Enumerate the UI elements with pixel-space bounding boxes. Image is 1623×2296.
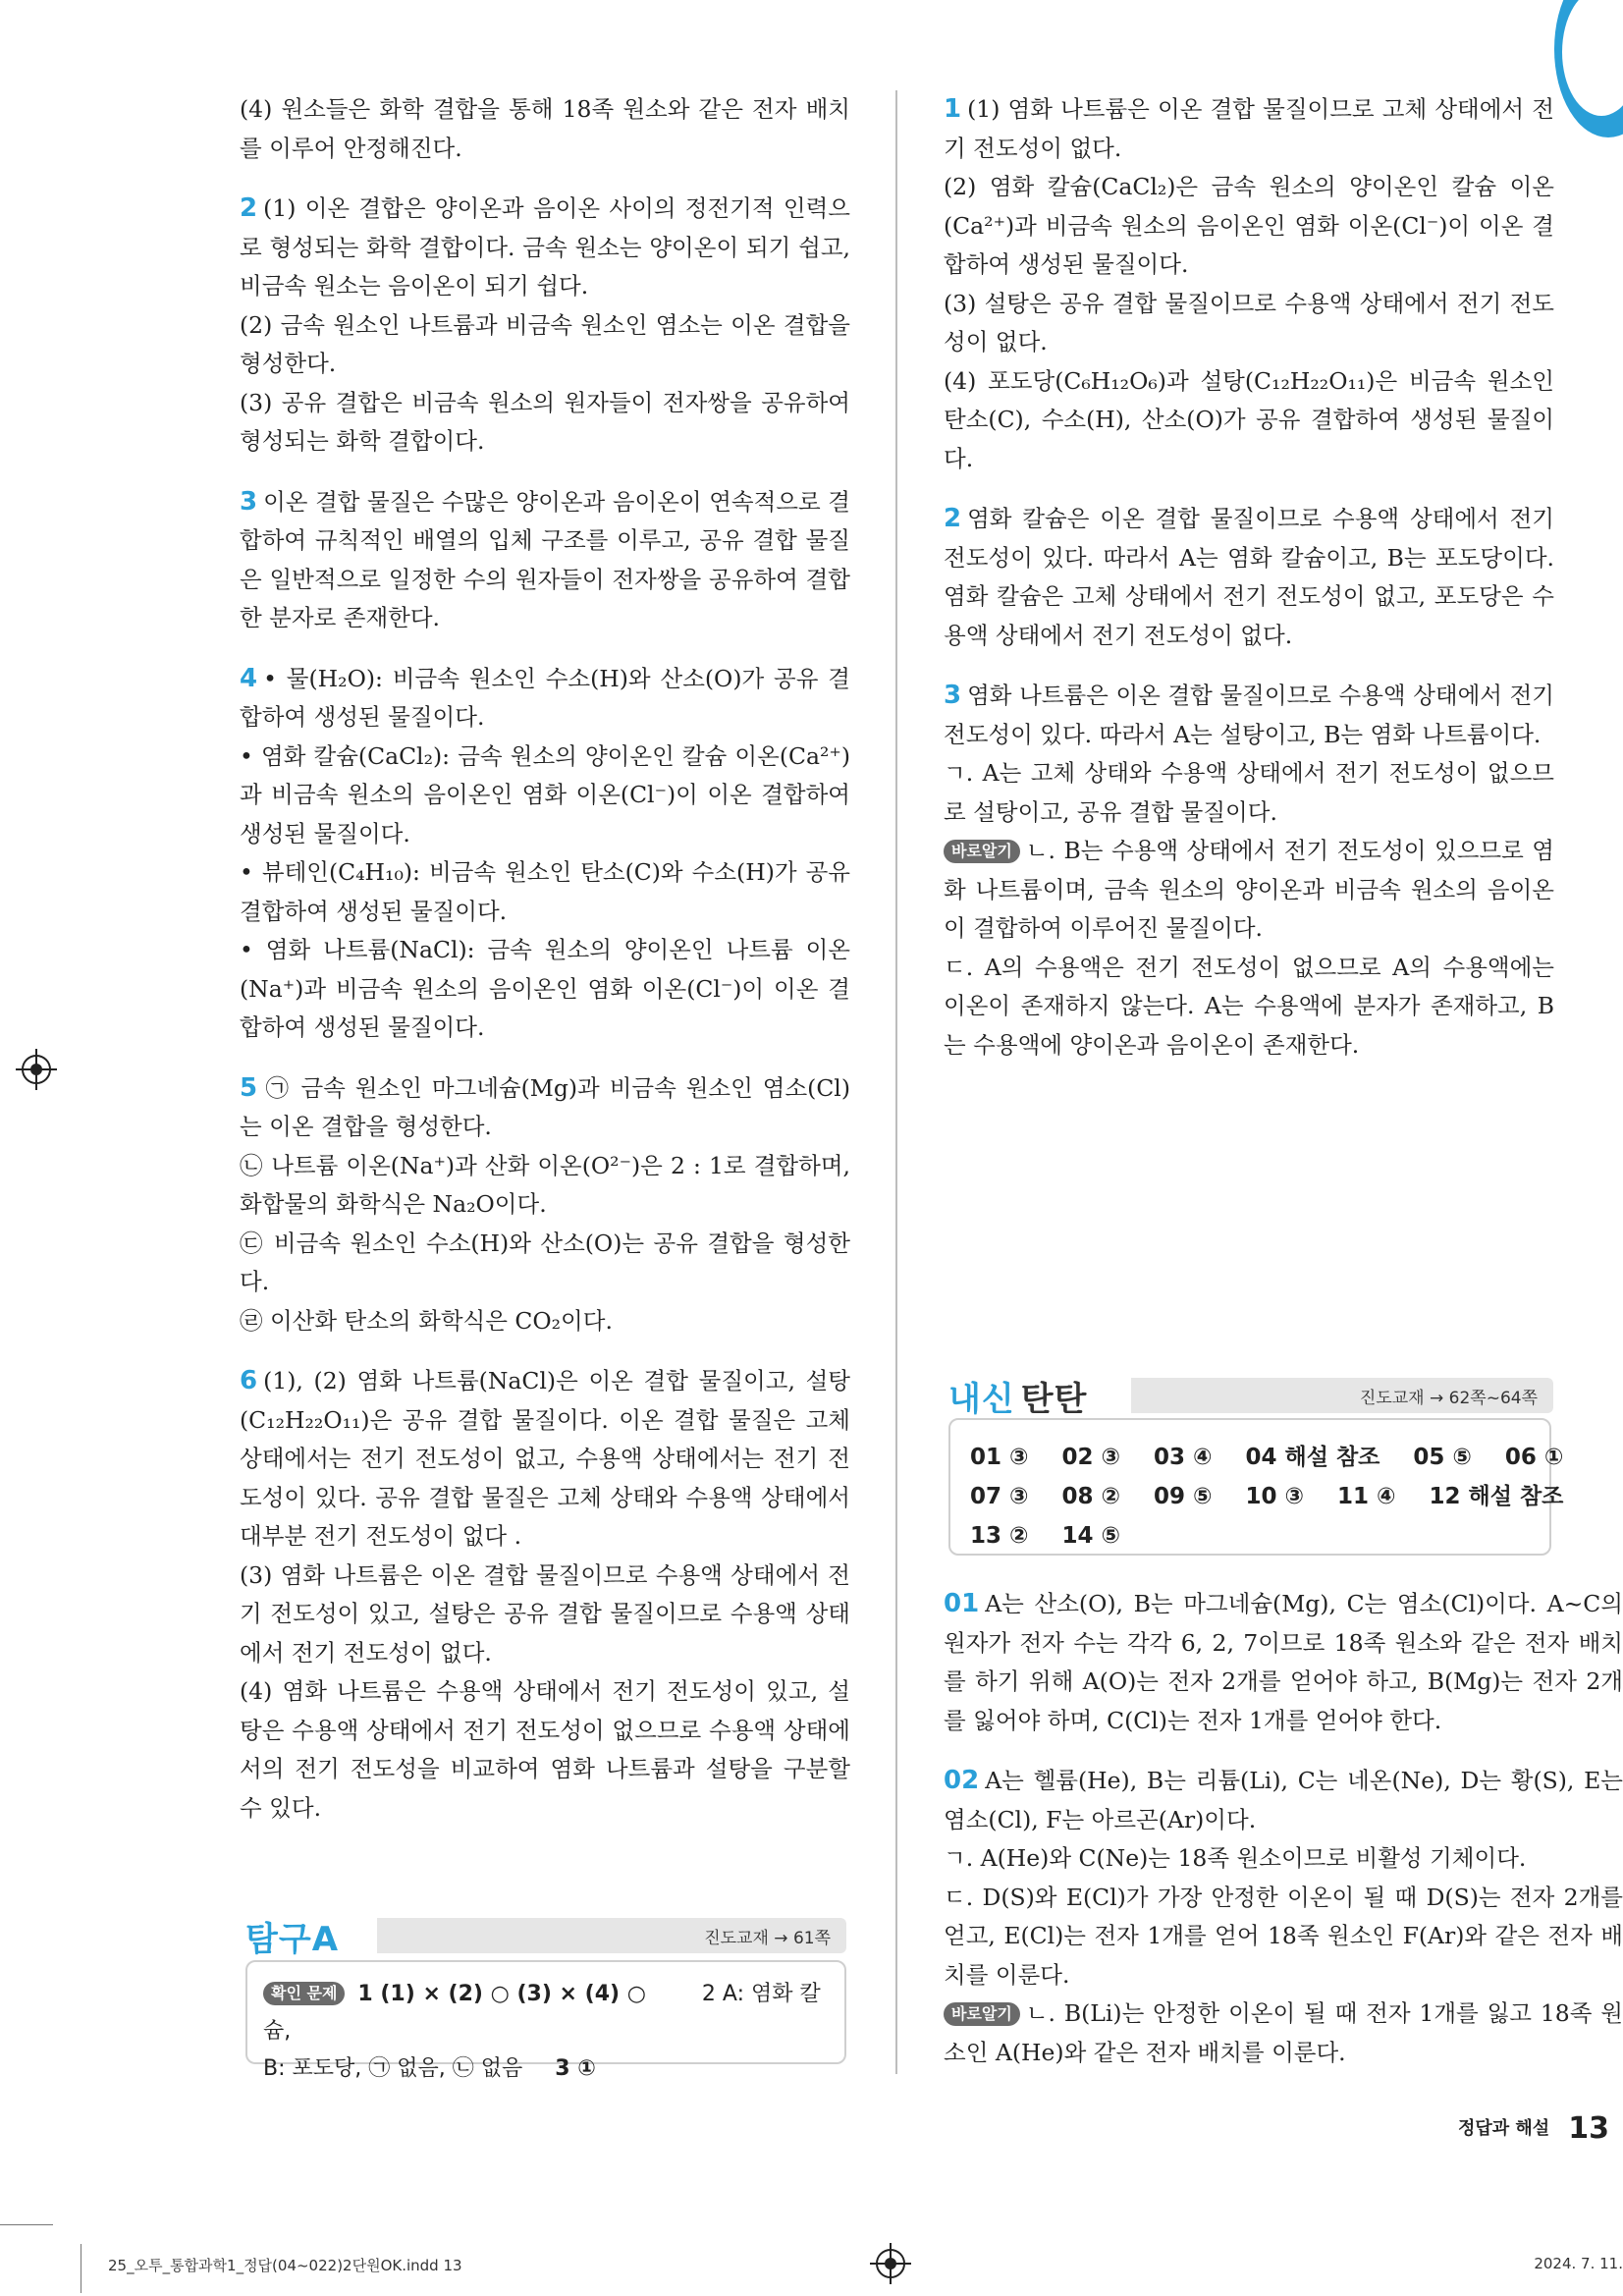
answer-text: A는 산소(O), B는 마그네슘(Mg), C는 염소(Cl)이다. A~C의 원자가 전자 수는 각각 6, 2, 7이므로 18족 원소와 같은 전자 배치를 하기 위해 A(O)는 전자 2개를 얻어야 하고, B(Mg)는 전자 2개를 잃어야 하며, C(Cl)는 전자 1개를 얻어야 한다. bbox=[944, 1590, 1623, 1734]
answer-text: (4) 포도당(C₆H₁₂O₆)과 설탕(C₁₂H₂₂O₁₁)은 비금속 원소인 탄소(C), 수소(H), 산소(O)가 공유 결합하여 생성된 물질이다. bbox=[944, 366, 1554, 472]
tamgu-line1: 1 (1) × (2) ○ (3) × (4) ○ bbox=[357, 1982, 646, 2006]
answer-line bbox=[944, 1879, 1623, 1995]
answer-line bbox=[944, 168, 1554, 285]
answer-block bbox=[944, 90, 1554, 478]
question-number: 1 bbox=[944, 94, 962, 124]
answer-text: • 물(H₂O): 비금속 원소인 수소(H)와 산소(O)가 공유 결합하여 생성된 물질이다. bbox=[240, 664, 850, 731]
tamgu-title: 탐구A bbox=[245, 1919, 340, 1959]
chapter-tab bbox=[1554, 0, 1623, 137]
answer-line bbox=[944, 285, 1554, 362]
answer-key: 06 ① bbox=[1504, 1445, 1564, 1470]
answer-text: (3) 설탕은 공유 결합 물질이므로 수용액 상태에서 전기 전도성이 없다. bbox=[944, 289, 1554, 355]
answer-text: 염화 칼슘은 이온 결합 물질이므로 수용액 상태에서 전기 전도성이 있다. 따라서 A는 염화 칼슘이고, B는 포도당이다. 염화 칼슘은 고체 상태에서 전기 전도성이 없고, 포도당은 수용액 상태에서 전기 전도성이 없다. bbox=[944, 505, 1554, 649]
answer-text: ㉢ 비금속 원소인 수소(H)와 산소(O)는 공유 결합을 형성한다. bbox=[240, 1229, 850, 1295]
question-number: 3 bbox=[240, 486, 258, 517]
answer-row bbox=[970, 1477, 1564, 1516]
answer-line bbox=[944, 1839, 1623, 1879]
naesin-answers bbox=[948, 1418, 1564, 1556]
question-number: 4 bbox=[240, 663, 258, 693]
tamgu-line2: B: 포도당, ㉠ 없음, ㉡ 없음 bbox=[263, 2056, 523, 2081]
answer-text: (3) 염화 나트륨은 이온 결합 물질이므로 수용액 상태에서 전기 전도성이 있고, 설탕은 공유 결합 물질이므로 수용액 상태에서 전기 전도성이 없다. bbox=[240, 1560, 850, 1667]
answer-key: 10 ③ bbox=[1245, 1484, 1304, 1509]
answer-line bbox=[240, 90, 850, 168]
answer-line bbox=[944, 90, 1554, 168]
answer-text: ㉠ 금속 원소인 마그네슘(Mg)과 비금속 원소인 염소(Cl)는 이온 결합을 형성한다. bbox=[240, 1073, 850, 1140]
page-footer bbox=[1458, 2111, 1609, 2146]
answer-line bbox=[240, 1147, 850, 1225]
question-number: 2 bbox=[240, 193, 258, 223]
answer-line bbox=[240, 853, 850, 931]
confirm-tag: 확인 문제 bbox=[263, 1982, 345, 2005]
left-column bbox=[240, 90, 850, 1849]
answer-text: ㄴ. B는 수용액 상태에서 전기 전도성이 있으므로 염화 나트륨이며, 금속 원소의 양이온과 비금속 원소의 음이온이 결합하여 이루어진 물질이다. bbox=[944, 837, 1554, 942]
answer-line bbox=[944, 677, 1554, 754]
answer-key: 09 ⑤ bbox=[1154, 1484, 1213, 1509]
answer-line bbox=[240, 190, 850, 306]
answer-line bbox=[944, 832, 1554, 949]
answer-text: (2) 금속 원소인 나트륨과 비금속 원소인 염소는 이온 결합을 형성한다. bbox=[240, 310, 850, 377]
file-name: 25_오투_통합과학1_정답(04~022)2단원OK.indd 13 bbox=[108, 2257, 462, 2274]
answer-line bbox=[944, 500, 1554, 655]
answer-line bbox=[240, 1557, 850, 1673]
answer-row bbox=[970, 1516, 1530, 1556]
answer-text: (2) 염화 칼슘(CaCl₂)은 금속 원소의 양이온인 칼슘 이온(Ca²⁺)과 비금속 원소의 음이온인 염화 이온(Cl⁻)이 이온 결합하여 생성된 물질이다. bbox=[944, 173, 1554, 278]
print-date: 2024. 7. 11. bbox=[1534, 2255, 1623, 2272]
footer-label: 정답과 해설 bbox=[1457, 2118, 1550, 2139]
naesin-title: 내신 탄탄 bbox=[948, 1379, 1088, 1419]
answer-line bbox=[240, 483, 850, 638]
answer-text: ㄷ. A의 수용액은 전기 전도성이 없으므로 A의 수용액에는 이온이 존재하지 않는다. A는 수용액에 분자가 존재하고, B는 수용액에 양이온과 음이온이 존재한다. bbox=[944, 953, 1554, 1059]
answer-text: (4) 염화 나트륨은 수용액 상태에서 전기 전도성이 있고, 설탕은 수용액 상태에서 전기 전도성이 없으므로 수용액 상태에서의 전기 전도성을 비교하여 염화 나트륨과 설탕을 구분할 수 있다. bbox=[240, 1677, 850, 1822]
registration-mark-left bbox=[22, 1055, 51, 1084]
answer-line bbox=[240, 738, 850, 854]
answer-line bbox=[944, 362, 1554, 479]
crop-mark bbox=[0, 2224, 53, 2225]
naesin-ref: 진도교재 → 62쪽~64쪽 bbox=[1359, 1388, 1538, 1408]
answer-line bbox=[240, 1362, 850, 1557]
answer-text: 이온 결합 물질은 수많은 양이온과 음이온이 연속적으로 결합하여 규칙적인 배열의 입체 구조를 이루고, 공유 결합 물질은 일반적으로 일정한 수의 원자들이 전자쌍을 공유하여 결합한 분자로 존재한다. bbox=[240, 487, 850, 631]
right-column bbox=[944, 90, 1554, 1086]
answer-line bbox=[240, 1672, 850, 1828]
tamgu-line1b: 2 A: 염화 칼슘, bbox=[263, 1982, 821, 2044]
answer-text: ㄷ. D(S)와 E(Cl)가 가장 안정한 이온이 될 때 D(S)는 전자 2개를 얻고, E(Cl)는 전자 1개를 얻어 18족 원소인 F(Ar)와 같은 전자 배치를 이룬다. bbox=[944, 1883, 1623, 1989]
answer-row bbox=[970, 1438, 1564, 1477]
answer-block bbox=[944, 677, 1554, 1065]
answer-block bbox=[240, 1069, 850, 1341]
answer-text: (4) 원소들은 화학 결합을 통해 18족 원소와 같은 전자 배치를 이루어 안정해진다. bbox=[240, 95, 850, 162]
answer-key: 04 해설 참조 bbox=[1245, 1445, 1380, 1470]
question-number: 3 bbox=[944, 681, 962, 710]
answer-key: 12 해설 참조 bbox=[1429, 1484, 1564, 1509]
answer-line bbox=[240, 1225, 850, 1302]
answer-text: A는 헬륨(He), B는 리튬(Li), C는 네온(Ne), D는 황(S), E는 염소(Cl), F는 아르곤(Ar)이다. bbox=[944, 1767, 1623, 1833]
answer-key: 08 ② bbox=[1061, 1484, 1120, 1509]
answer-key: 05 ⑤ bbox=[1413, 1445, 1472, 1470]
question-number: 2 bbox=[944, 504, 962, 533]
answer-text: (3) 공유 결합은 비금속 원소의 원자들이 전자쌍을 공유하여 형성되는 화학 결합이다. bbox=[240, 388, 850, 455]
question-number: 6 bbox=[240, 1366, 258, 1395]
answer-key: 13 ② bbox=[970, 1523, 1029, 1549]
answer-text: ㉡ 나트륨 이온(Na⁺)과 산화 이온(O²⁻)은 2 : 1로 결합하며, 화합물의 화학식은 Na₂O이다. bbox=[240, 1151, 850, 1218]
tamgu-ref: 진도교재 → 61쪽 bbox=[704, 1928, 831, 1948]
answer-key: 02 ③ bbox=[1061, 1445, 1120, 1470]
answer-block bbox=[240, 90, 850, 168]
question-number: 02 bbox=[944, 1766, 980, 1795]
answer-text: ㄴ. B(Li)는 안정한 이온이 될 때 전자 1개를 잃고 18족 원소인 A(He)와 같은 전자 배치를 이룬다. bbox=[944, 1999, 1623, 2066]
answer-text: (1) 염화 나트륨은 이온 결합 물질이므로 고체 상태에서 전기 전도성이 없다. bbox=[944, 95, 1554, 162]
answer-line bbox=[944, 1762, 1623, 1839]
question-number: 01 bbox=[944, 1589, 980, 1618]
answer-text: • 염화 나트륨(NaCl): 금속 원소의 양이온인 나트륨 이온(Na⁺)과 비금속 원소의 음이온인 염화 이온(Cl⁻)이 이온 결합하여 생성된 물질이다. bbox=[240, 936, 850, 1041]
answer-block bbox=[944, 1585, 1623, 1740]
answer-key: 03 ④ bbox=[1154, 1445, 1213, 1470]
answer-text: • 염화 칼슘(CaCl₂): 금속 원소의 양이온인 칼슘 이온(Ca²⁺)과 비금속 원소의 음이온인 염화 이온(Cl⁻)이 이온 결합하여 생성된 물질이다. bbox=[240, 741, 850, 847]
answer-block bbox=[944, 1762, 1623, 2072]
answer-line bbox=[240, 931, 850, 1048]
correction-tag: 바로알기 bbox=[944, 840, 1020, 863]
answer-text: • 뷰테인(C₄H₁₀): 비금속 원소인 탄소(C)와 수소(H)가 공유 결합하여 생성된 물질이다. bbox=[240, 858, 850, 925]
right-lower-column bbox=[944, 1585, 1623, 2094]
column-divider bbox=[895, 90, 897, 2074]
tamgu-line2b: 3 ① bbox=[555, 2056, 596, 2081]
answer-line bbox=[240, 1302, 850, 1341]
answer-line bbox=[240, 384, 850, 462]
answer-line bbox=[944, 1585, 1623, 1740]
answer-line bbox=[240, 1069, 850, 1147]
answer-line bbox=[944, 949, 1554, 1066]
answer-text: 염화 나트륨은 이온 결합 물질이므로 수용액 상태에서 전기 전도성이 있다. 따라서 A는 설탕이고, B는 염화 나트륨이다. bbox=[944, 682, 1554, 748]
answer-block bbox=[240, 483, 850, 638]
answer-key: 07 ③ bbox=[970, 1484, 1029, 1509]
question-number: 5 bbox=[240, 1072, 258, 1103]
answer-text: ㄱ. A(He)와 C(Ne)는 18족 원소이므로 비활성 기체이다. bbox=[944, 1844, 1527, 1872]
answer-text: ㉣ 이산화 탄소의 화학식은 CO₂이다. bbox=[240, 1306, 613, 1335]
answer-block bbox=[240, 1362, 850, 1828]
answer-key: 11 ④ bbox=[1337, 1484, 1396, 1509]
tamgu-answers bbox=[245, 1960, 846, 2081]
answer-line bbox=[240, 306, 850, 384]
page-number: 13 bbox=[1568, 2111, 1609, 2146]
answer-text: (1) 이온 결합은 양이온과 음이온 사이의 정전기적 인력으로 형성되는 화학 결합이다. 금속 원소는 양이온이 되기 쉽고, 비금속 원소는 음이온이 되기 쉽다. bbox=[240, 194, 850, 300]
answer-line bbox=[944, 1995, 1623, 2072]
answer-line bbox=[944, 754, 1554, 832]
answer-key: 14 ⑤ bbox=[1061, 1523, 1120, 1549]
answer-block bbox=[944, 500, 1554, 655]
answer-block bbox=[240, 660, 850, 1048]
answer-text: ㄱ. A는 고체 상태와 수용액 상태에서 전기 전도성이 없으므로 설탕이고, 공유 결합 물질이다. bbox=[944, 759, 1554, 826]
registration-mark-bottom bbox=[876, 2249, 905, 2278]
answer-key: 01 ③ bbox=[970, 1445, 1029, 1470]
correction-tag: 바로알기 bbox=[944, 2002, 1020, 2026]
tamgu-header bbox=[245, 1913, 846, 1958]
answer-block bbox=[240, 190, 850, 462]
naesin-header bbox=[948, 1373, 1553, 1418]
answer-text: (1), (2) 염화 나트륨(NaCl)은 이온 결합 물질이고, 설탕(C₁₂H₂₂O₁₁)은 공유 결합 물질이다. 이온 결합 물질은 고체 상태에서는 전기 전도성이 없고, 수용액 상태에서는 전기 전도성이 있다. 공유 결합 물질은 고체 상태와 수용액 상태에서 대부분 전기 전도성이 없다 . bbox=[240, 1367, 850, 1550]
answer-line bbox=[240, 660, 850, 738]
